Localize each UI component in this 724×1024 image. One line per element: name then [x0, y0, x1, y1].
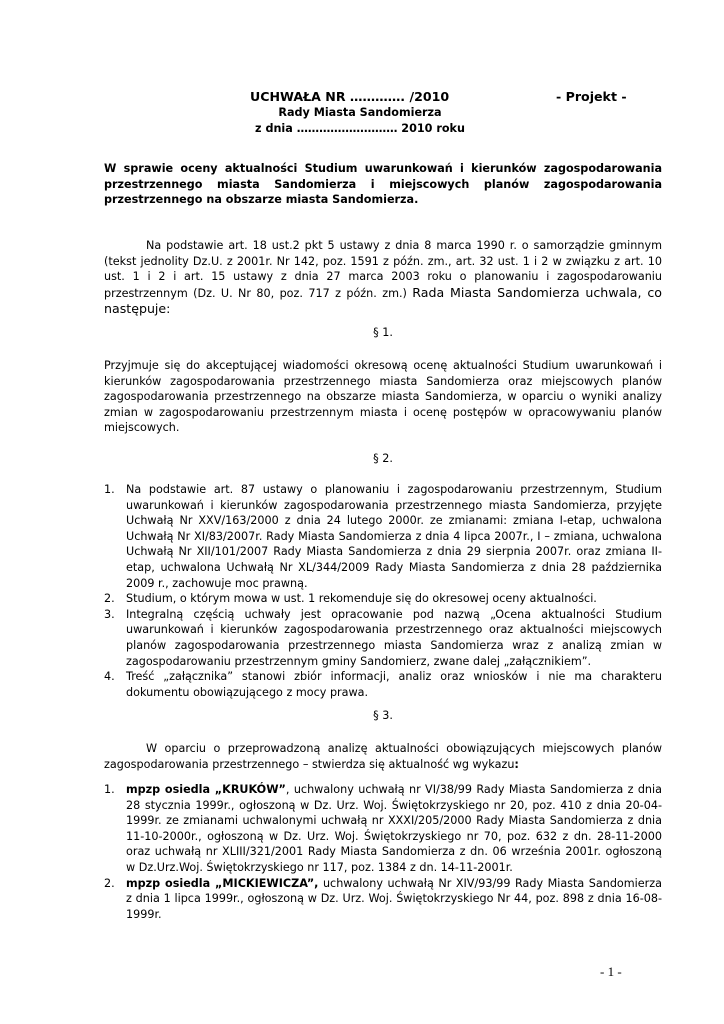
list-item: 2. mpzp osiedla „MICKIEWICZA”, uchwalony uchwałą Nr XIV/93/99 Rady Miasta Sandomierza z dnia 1 lipca 1999r., ogłoszoną w Dz. Urz. Woj. Świętokrzyskiego Nr 44, poz. 898 z dnia 16-08-1999r. — [104, 876, 662, 921]
plan-name: mpzp osiedla „KRUKÓW” — [126, 783, 286, 796]
list-item: 4. Treść „załącznika” stanowi zbiór informacji, analiz oraz wniosków i nie ma charakteru dokumentu obowiązującego z mocy prawa. — [104, 670, 662, 699]
section-2-list — [104, 482, 662, 700]
section-2-heading: § 2. — [373, 452, 393, 465]
resolution-date: z dnia ……………………… 2010 roku — [255, 122, 465, 135]
section-3-list — [104, 782, 662, 922]
resolution-phrase: Rada Miasta Sandomierza uchwala, co następuje: — [104, 284, 662, 317]
list-item: 1. Na podstawie art. 87 ustawy o planowaniu i zagospodarowaniu przestrzennym, Studium uwarunkowań i kierunków zagospodarowania przestrzennego miasta Sandomierza, przyjęte Uchwałą Nr XXV/163/2000 z dnia 24 lutego 2000r. ze zmianami: zmiana I-etap, uchwalona Uchwałą Nr XI/83/2007r. Rady Miasta Sandomierza z dnia 4 lipca 2007r., I – zmiana, uchwalona Uchwałą Nr XII/101/2007 Rady Miasta Sandomierza z dnia 29 sierpnia 2007r. oraz zmiana II-etap, uchwalona Uchwałą Nr XL/344/2009 Rady Miasta Sandomierza z dnia 28 października 2009 r., zachowuje moc prawną. — [104, 483, 662, 590]
section-1-heading: § 1. — [373, 326, 393, 339]
section-3-intro: W oparciu o przeprowadzoną analizę aktualności obowiązujących miejscowych planów zagospodarowania przestrzennego – stwierdza się aktualność wg wykazu: — [104, 742, 662, 771]
section-3-heading: § 3. — [373, 709, 393, 722]
list-item: 2. Studium, o którym mowa w ust. 1 rekomenduje się do okresowej oceny aktualności. — [104, 592, 597, 606]
resolution-title: UCHWAŁA NR …………. /2010 — [250, 89, 450, 104]
plan-name: mpzp osiedla „MICKIEWICZA”, — [126, 876, 319, 890]
draft-label: - Projekt - — [556, 89, 627, 104]
council-name: Rady Miasta Sandomierza — [278, 106, 442, 119]
legal-basis — [104, 238, 662, 318]
legal-basis-text: Na podstawie art. 18 ust.2 pkt 5 ustawy z dnia 8 marca 1990 r. o samorządzie gminnym (tekst jednolity Dz.U. z 2001r. Nr 142, poz. 1591 z późn. zm., art. 32 ust. 1 i 2 w związku z art. 10 ust. 1 i 2 i art. 15 ustawy z dnia 27 marca 2003 roku o planowaniu i zagospodarowaniu przestrzennym (Dz. U. Nr 80, poz. 717 z późn. zm.) — [104, 239, 662, 300]
list-item: 1. mpzp osiedla „KRUKÓW”, uchwalony uchwałą nr VI/38/99 Rady Miasta Sandomierza z dnia 28 stycznia 1999r., ogłoszoną w Dz. Urz. Woj. Świętokrzyskiego nr 20, poz. 410 z dnia 20-04-1999r. ze zmianami uchwalonymi uchwałą nr XXXI/205/2000 Rady Miasta Sandomierza z dnia 11-10-2000r., ogłoszoną w Dz. Urz. Woj. Świętokrzyskiego nr 70, poz. 632 z dn. 28-11-2000 oraz uchwałą nr XLIII/321/2001 Rady Miasta Sandomierza z dn. 06 września 2001r. ogłoszoną w Dz.Urz.Woj. Świętokrzyskiego nr 117, poz. 1384 z dn. 14-11-2001r. — [104, 783, 662, 874]
list-item: 3. Integralną częścią uchwały jest opracowanie pod nazwą „Ocena aktualności Studium uwarunkowań i kierunków zagospodarowania przestrzennego oraz aktualności miejscowych planów zagospodarowania przestrzennego miasta Sandomierza wraz z analizą zmian w zagospodarowaniu przestrzennym gminy Sandomierz, zwane dalej „załącznikiem”. — [104, 607, 662, 668]
page-number: - 1 - — [600, 964, 622, 979]
resolution-title-row — [250, 88, 650, 105]
section-1-text: Przyjmuje się do akceptującej wiadomości okresową ocenę aktualności Studium uwarunkowań i kierunków zagospodarowania przestrzennego miasta Sandomierza oraz miejscowych planów zagospodarowania przestrzennego na obszarze miasta Sandomierza, w oparciu o wyniki analizy zmian w zagospodarowaniu przestrzennym miasta i ocenę postępów w opracowywaniu planów miejscowych. — [104, 359, 662, 435]
resolution-subject: W sprawie oceny aktualności Studium uwarunkowań i kierunków zagospodarowania przestrzennego miasta Sandomierza i miejscowych planów zagospodarowania przestrzennego na obszarze miasta Sandomierza. — [104, 162, 662, 207]
